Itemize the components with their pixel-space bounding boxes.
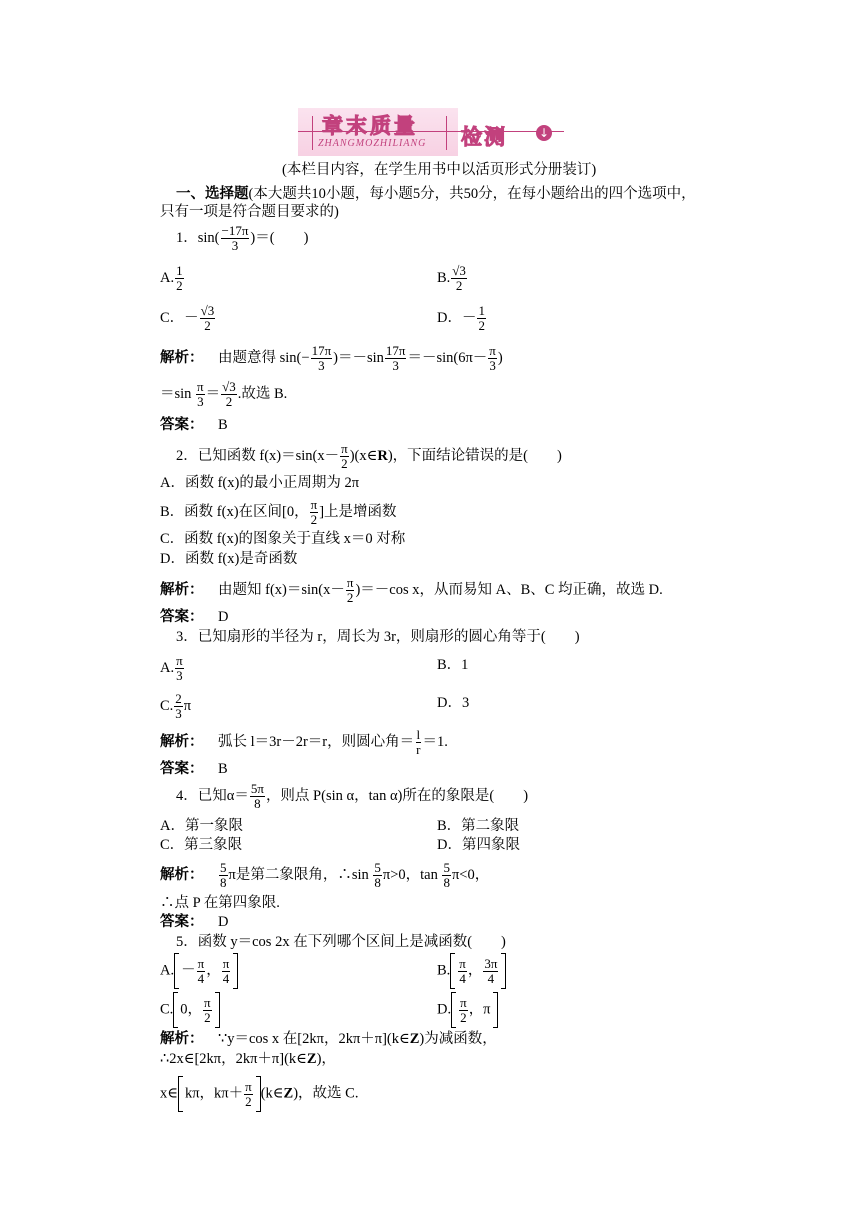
q2-sol-frac	[346, 576, 355, 605]
q2-stem-c: )，下面结论错误的是( )	[387, 447, 562, 464]
q5-stem: 5．函数 y＝cos 2x 在下列哪个区间上是减函数( )	[176, 934, 506, 950]
q1-sol-frac5	[221, 380, 237, 409]
q1-c-num: √3	[200, 303, 215, 318]
q2-ans-value: D	[218, 609, 229, 625]
q4-sol-frac2-num: 5	[374, 860, 381, 875]
q3-stem: 3．已知扇形的半径为 r，周长为 3r，则扇形的圆心角等于( )	[176, 629, 580, 645]
q2-b-frac	[310, 498, 319, 527]
q1-sol-frac4	[196, 380, 205, 409]
q1-sol-frac3	[488, 344, 497, 373]
q1-sol-2e: .故选 B.	[237, 385, 288, 402]
q4-sol-frac3	[442, 861, 451, 890]
q1-b-frac	[451, 264, 467, 293]
q5-sol-2z: Z	[306, 1051, 317, 1067]
q5-option-b	[437, 953, 506, 989]
q3-c-frac	[174, 692, 183, 721]
q3-option-d: D．3	[437, 695, 470, 711]
q4-ans-label: 答案：	[160, 914, 204, 930]
q5-a-bracket-left	[174, 953, 179, 989]
q3-c-num: 2	[175, 691, 182, 706]
q5-b-frac2	[483, 957, 498, 986]
section-intro-text: (本大题共10小题，每小题5分，共50分，在每小题给出的四个选项中，	[248, 186, 696, 202]
q1-c-pre: C．－	[160, 309, 199, 326]
q1-sol-frac5-den: 2	[225, 394, 233, 409]
q1-stem-post: )＝( )	[250, 229, 309, 246]
q5-c-d: 2	[204, 1009, 211, 1025]
q4-sol-frac1	[219, 861, 228, 890]
q1-sol-frac4-num: π	[197, 379, 204, 394]
section-heading: 一、选择题	[176, 186, 249, 202]
q2-sol-den: 2	[346, 590, 354, 605]
q1-option-a	[160, 264, 185, 293]
q5-c-frac	[203, 996, 212, 1025]
q5-b-n2: 3π	[484, 955, 498, 971]
q4-stem-b: ，则点 P(sin α，tan α)所在的象限是( )	[265, 787, 529, 804]
q4-option-a: A．第一象限	[160, 818, 243, 834]
q5-b-d1: 4	[459, 970, 466, 986]
q4-ans-value: D	[218, 914, 229, 930]
q1-sol-1c: )＝－sin	[333, 349, 384, 366]
q5-sol-1b: )为减函数，	[419, 1031, 497, 1047]
q1-sol-1g: )	[497, 349, 503, 366]
q3-ans-value: B	[218, 761, 228, 777]
q5-a-frac1	[197, 957, 206, 986]
q5-d-bracket-left	[451, 992, 456, 1028]
q5-c-pre: C.	[160, 1001, 174, 1018]
q3-sol-frac	[415, 728, 421, 757]
q5-a-pre: A.	[160, 962, 175, 979]
q2-b-den: 2	[310, 512, 318, 527]
q3-c-post: π	[183, 697, 192, 714]
q5-a-a: －	[181, 962, 196, 979]
q1-stem	[176, 224, 308, 253]
q2-stem-a: 2．已知函数 f(x)＝sin(x－	[176, 447, 340, 464]
q3-answer	[160, 760, 228, 778]
q3-a-frac	[175, 654, 184, 683]
down-arrow-circle-icon: ↓	[536, 125, 552, 141]
q5-c-n: π	[204, 994, 211, 1010]
q5-d-bracket-right	[493, 992, 498, 1028]
q1-sol-frac3-den: 3	[489, 358, 496, 373]
q4-stem-frac	[250, 782, 265, 811]
q5-d-frac	[459, 996, 468, 1025]
q5-a-sep: ，	[206, 962, 221, 979]
q4-option-c: C．第三象限	[160, 837, 243, 853]
q1-b-pre: B.	[437, 269, 451, 286]
q1-ans-value: B	[218, 417, 228, 433]
q5-b-pre: B.	[437, 962, 451, 979]
q5-sol-3b: kπ，kπ＋	[184, 1085, 244, 1102]
q2-stem-frac	[340, 442, 349, 471]
q3-sol-a: 弧长 l＝3r－2r＝r，则圆心角＝	[218, 733, 415, 750]
q5-sol-2b: )，	[316, 1051, 336, 1067]
q2-option-d: D．函数 f(x)是奇函数	[160, 551, 298, 567]
q3-sol-label: 解析：	[160, 733, 204, 750]
section-intro-1	[176, 185, 696, 203]
q4-sol-frac3-num: 5	[443, 860, 450, 875]
q4-sol-f: π<0，	[451, 866, 490, 883]
q2-ans-label: 答案：	[160, 609, 204, 625]
q5-sol-3e: )，故选 C.	[293, 1085, 359, 1102]
q1-sol-frac2-num: 17π	[385, 343, 406, 358]
q4-solution-2: ∴点 P 在第四象限.	[160, 895, 280, 911]
q1-sol-frac5-num: √3	[222, 379, 236, 394]
q4-sol-label: 解析：	[160, 866, 204, 883]
q5-c-a: 0，	[180, 1001, 203, 1018]
banner-title-right: 检测	[461, 125, 507, 149]
q1-option-c	[160, 304, 216, 333]
q4-solution-1	[160, 861, 489, 890]
q4-sol-d: π>0，tan	[382, 866, 442, 883]
q3-option-b: B．1	[437, 657, 469, 673]
q1-sol-2a: ＝sin	[160, 385, 196, 402]
q5-sol-z: Z	[409, 1031, 420, 1047]
q2-stem-den: 2	[341, 456, 348, 471]
q1-sol-label: 解析：	[160, 349, 204, 366]
q4-sol-frac1-num: 5	[220, 860, 227, 875]
q1-sol-1e: ＝－sin(6π－	[407, 349, 488, 366]
q1-sol-frac3-num: π	[489, 343, 496, 358]
q3-c-pre: C.	[160, 697, 174, 714]
q4-sol-frac3-den: 8	[443, 875, 450, 890]
q1-c-frac	[200, 304, 216, 333]
q2-sol-num: π	[346, 575, 354, 590]
q4-option-d: D．第四象限	[437, 837, 520, 853]
q1-stem-pre: 1．sin(	[176, 229, 220, 246]
q5-d-d: 2	[460, 1009, 467, 1025]
q2-sol-b: )＝－cos x，从而易知 A、B、C 均正确，故选 D.	[355, 581, 663, 598]
q5-sol-3n: π	[245, 1078, 252, 1094]
q5-d-n: π	[460, 994, 467, 1010]
q1-a-pre: A.	[160, 269, 175, 286]
q3-option-c	[160, 692, 191, 721]
q2-option-b	[160, 498, 397, 527]
q5-sol-3c: (k∈	[260, 1085, 284, 1102]
q1-d-frac	[477, 304, 486, 333]
q5-sol-frac	[244, 1080, 253, 1109]
q5-solution-3	[160, 1076, 358, 1112]
q5-solution-2	[160, 1050, 336, 1068]
q4-sol-frac2-den: 8	[374, 875, 381, 890]
q3-a-den: 3	[176, 668, 183, 683]
q5-b-d2: 4	[487, 970, 495, 986]
q1-c-den: 2	[204, 318, 211, 333]
q2-option-c: C．函数 f(x)的图象关于直线 x＝0 对称	[160, 531, 406, 547]
q3-a-pre: A.	[160, 659, 175, 676]
q5-a-frac2	[222, 957, 231, 986]
q3-sol-num: l	[416, 727, 421, 742]
q1-sol-frac1	[311, 344, 333, 373]
q1-solution-2	[160, 380, 287, 409]
banner-subtitle: ZHANGMOZHILIANG	[318, 138, 427, 149]
q5-a-d2: 4	[222, 970, 230, 986]
q5-option-d	[437, 992, 498, 1028]
q3-ans-label: 答案：	[160, 761, 204, 777]
q1-sol-1a: 由题意得 sin(−	[218, 349, 310, 366]
q4-stem-a: 4．已知α＝	[176, 787, 249, 804]
q1-frac	[221, 224, 250, 253]
q5-option-c	[160, 992, 220, 1028]
q5-option-a	[160, 953, 238, 989]
q2-sol-label: 解析：	[160, 581, 204, 598]
q2-solution	[160, 576, 663, 605]
q1-d-den: 2	[478, 318, 485, 333]
q5-d-b: ，π	[468, 1001, 491, 1018]
q1-d-num: 1	[478, 303, 485, 318]
q4-stem-num: 5π	[250, 781, 264, 796]
q3-option-a	[160, 654, 185, 683]
q1-sol-2c: ＝	[205, 385, 221, 402]
q2-b-a: B．函数 f(x)在区间[0，	[160, 503, 309, 520]
q1-frac-den: 3	[231, 238, 239, 253]
q1-sol-frac2-den: 3	[392, 358, 399, 373]
q5-sol-1a: ∵y＝cos x 在[2kπ，2kπ＋π](k∈	[218, 1031, 410, 1047]
q1-b-den: 2	[455, 278, 463, 293]
q5-sol-bracket-left	[178, 1076, 183, 1112]
q4-sol-b: π是第二象限角，∴sin	[228, 866, 373, 883]
q5-a-n2: π	[222, 955, 230, 971]
q1-solution-1	[160, 344, 503, 373]
q3-sol-b: ＝1.	[422, 733, 448, 750]
q2-stem-num: π	[341, 441, 348, 456]
q1-ans-label: 答案：	[160, 417, 204, 433]
q5-sol-label: 解析：	[160, 1031, 204, 1047]
q2-sol-a: 由题知 f(x)＝sin(x－	[218, 581, 345, 598]
q5-d-pre: D.	[437, 1001, 452, 1018]
q1-option-d	[437, 304, 487, 333]
q1-sol-frac1-den: 3	[318, 358, 325, 373]
q5-b-bracket-right	[501, 953, 506, 989]
q5-sol-3a: x∈	[160, 1085, 178, 1102]
q1-d-pre: D．－	[437, 309, 477, 326]
banner-title-left: 章末质量	[322, 114, 418, 138]
q1-a-frac	[175, 264, 184, 293]
q5-a-n1: π	[197, 955, 205, 971]
binding-note: (本栏目内容，在学生用书中以活页形式分册装订)	[282, 162, 597, 178]
q2-option-a: A．函数 f(x)的最小正周期为 2π	[160, 475, 360, 491]
q4-sol-frac2	[373, 861, 382, 890]
chapter-banner	[298, 108, 564, 156]
q1-sol-frac1-num: 17π	[311, 343, 332, 358]
q1-a-num: 1	[176, 263, 183, 278]
q1-answer	[160, 416, 228, 434]
q1-option-b	[437, 264, 468, 293]
q5-b-frac1	[458, 957, 467, 986]
q5-a-d1: 4	[197, 970, 205, 986]
q5-b-n1: π	[459, 955, 466, 971]
q5-sol-3z: Z	[283, 1085, 294, 1102]
q1-a-den: 2	[176, 278, 183, 293]
q4-answer	[160, 913, 228, 931]
q2-stem	[176, 442, 562, 471]
q2-stem-b: )(x∈	[349, 447, 378, 464]
q4-stem-den: 8	[254, 796, 261, 811]
q4-option-b: B．第二象限	[437, 818, 520, 834]
q1-b-num: √3	[452, 263, 466, 278]
q2-b-num: π	[310, 497, 318, 512]
q3-sol-den: r	[416, 742, 421, 757]
q1-sol-frac4-den: 3	[197, 394, 204, 409]
q5-sol-2a: ∴2x∈[2kπ，2kπ＋π](k∈	[160, 1051, 307, 1067]
q3-c-den: 3	[175, 706, 182, 721]
q1-frac-num: −17π	[221, 223, 249, 238]
q1-sol-frac2	[385, 344, 407, 373]
q5-c-bracket-right	[215, 992, 220, 1028]
q5-a-bracket-right	[233, 953, 238, 989]
q4-sol-frac1-den: 8	[220, 875, 227, 890]
section-intro-2: 只有一项是符合题目要求的)	[160, 204, 339, 220]
q4-stem	[176, 782, 528, 811]
q5-c-bracket-left	[173, 992, 178, 1028]
banner-tick-left	[312, 116, 313, 150]
q5-b-bracket-left	[450, 953, 455, 989]
q5-b-sep: ，	[467, 962, 483, 979]
q2-b-b: ]上是增函数	[319, 503, 397, 520]
q3-solution	[160, 728, 448, 757]
banner-tick-right	[446, 116, 447, 150]
q2-stem-r: R	[377, 447, 388, 464]
q2-answer	[160, 608, 228, 626]
q5-sol-3d: 2	[245, 1093, 252, 1109]
q3-a-num: π	[176, 653, 183, 668]
q5-solution-1	[160, 1030, 497, 1048]
